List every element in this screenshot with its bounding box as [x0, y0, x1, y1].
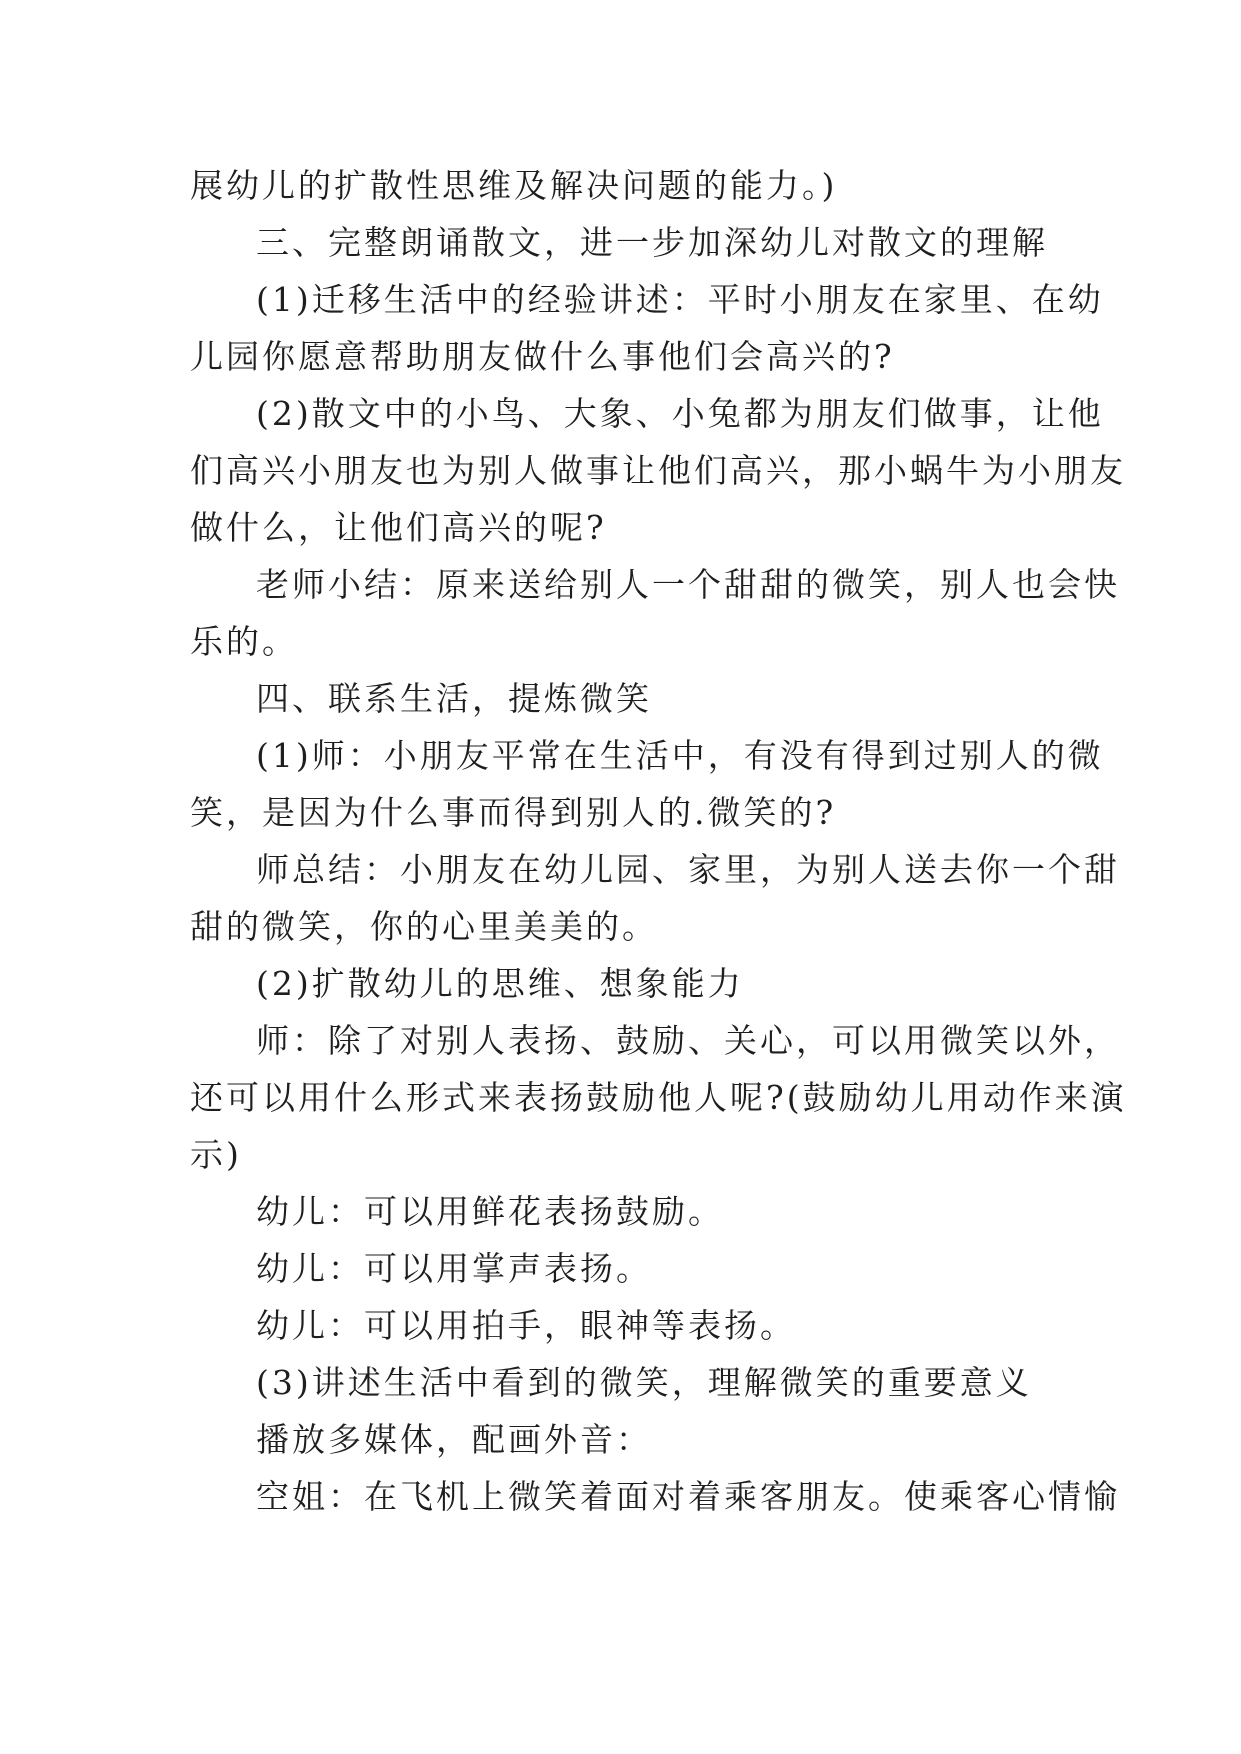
text-line: (2)散文中的小鸟、大象、小兔都为朋友们做事，让他	[256, 394, 1104, 433]
text-line: (1)迁移生活中的经验讲述：平时小朋友在家里、在幼	[256, 280, 1104, 319]
text-line: 幼儿：可以用鲜花表扬鼓励。	[256, 1192, 724, 1231]
text-line: 幼儿：可以用拍手，眼神等表扬。	[256, 1306, 796, 1345]
text-line: 做什么，让他们高兴的呢?	[190, 508, 607, 547]
text-line: 师总结：小朋友在幼儿园、家里，为别人送去你一个甜	[256, 850, 1120, 889]
text-line: 乐的。	[190, 622, 298, 661]
text-line: 示)	[190, 1135, 242, 1174]
text-line: 师：除了对别人表扬、鼓励、关心，可以用微笑以外，	[256, 1021, 1120, 1060]
section-heading: 三、完整朗诵散文，进一步加深幼儿对散文的理解	[256, 223, 1048, 262]
text-line: 儿园你愿意帮助朋友做什么事他们会高兴的?	[190, 337, 895, 376]
text-line: 展幼儿的扩散性思维及解决问题的能力。)	[190, 166, 838, 205]
text-line: (2)扩散幼儿的思维、想象能力	[256, 964, 744, 1003]
text-line: 笑，是因为什么事而得到别人的.微笑的?	[190, 793, 837, 832]
text-line: 幼儿：可以用掌声表扬。	[256, 1249, 652, 1288]
text-line: (1)师：小朋友平常在生活中，有没有得到过别人的微	[256, 736, 1104, 775]
text-line: (3)讲述生活中看到的微笑，理解微笑的重要意义	[256, 1363, 1032, 1402]
text-line: 空姐：在飞机上微笑着面对着乘客朋友。使乘客心情愉	[256, 1477, 1120, 1516]
section-heading: 四、联系生活，提炼微笑	[256, 679, 652, 718]
text-line: 还可以用什么形式来表扬鼓励他人呢?(鼓励幼儿用动作来演	[190, 1078, 1127, 1117]
text-line: 们高兴小朋友也为别人做事让他们高兴，那小蜗牛为小朋友	[190, 451, 1126, 490]
text-line: 甜的微笑，你的心里美美的。	[190, 907, 658, 946]
text-line: 播放多媒体，配画外音：	[256, 1420, 652, 1459]
text-line: 老师小结：原来送给别人一个甜甜的微笑，别人也会快	[256, 565, 1120, 604]
